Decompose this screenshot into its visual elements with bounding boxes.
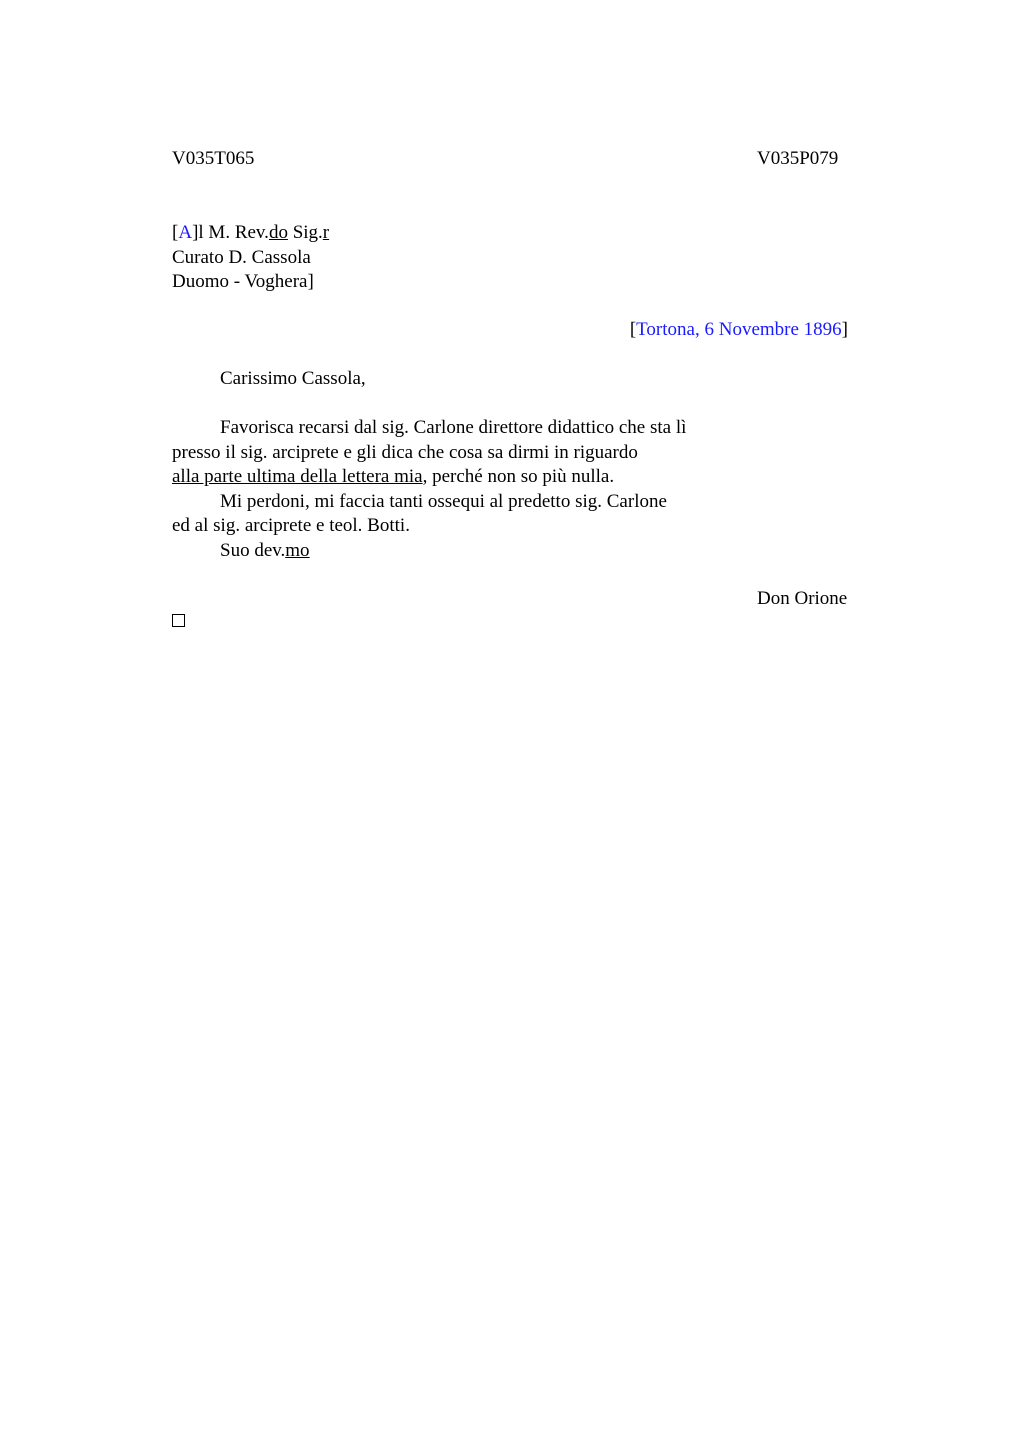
address-line-1-text: ]l M. Rev.: [192, 222, 269, 243]
address-abbrev-do: do: [268, 222, 288, 243]
document-code-left: V035T065: [172, 148, 255, 169]
address-abbrev-r: r: [322, 222, 330, 243]
underlined-phrase: alla parte ultima della lettera mia: [172, 466, 423, 487]
empty-box-icon: [172, 614, 185, 627]
closing-abbrev-mo: mo: [285, 539, 310, 561]
address-line-1-text-2: Sig.: [287, 222, 323, 243]
dateline: [630, 318, 848, 342]
address-block: [172, 221, 329, 295]
paragraph-1-line-3-rest: , perché non so più nulla.: [422, 466, 615, 487]
address-line-2: Curato D. Cassola: [172, 246, 311, 268]
address-bracket-open: [: [172, 222, 179, 243]
letter-body: [172, 416, 772, 563]
closing-prefix: Suo dev.: [220, 539, 286, 561]
signature: Don Orione: [757, 588, 848, 609]
closing-line: [172, 539, 772, 564]
address-initial: A: [178, 222, 193, 243]
paragraph-2-line-2: ed al sig. arciprete e teol. Botti.: [172, 515, 410, 536]
paragraph-1-line-1: Favorisca recarsi dal sig. Carlone direttore didattico che sta lì: [220, 417, 687, 438]
dateline-bracket-open: [: [629, 319, 637, 340]
dateline-bracket-close: ]: [841, 319, 848, 340]
salutation: Carissimo Cassola,: [220, 368, 366, 389]
address-line-3: Duomo - Voghera]: [172, 271, 314, 292]
paragraph-1-line-3: [172, 465, 772, 490]
paragraph-1-line-2: presso il sig. arciprete e gli dica che cosa sa dirmi in riguardo: [172, 441, 638, 463]
paragraph-2-line-1: Mi perdoni, mi faccia tanti ossequi al predetto sig. Carlone: [220, 490, 667, 512]
document-code-right: V035P079: [757, 148, 839, 169]
address-line-1: [172, 221, 329, 246]
dateline-text: Tortona, 6 Novembre 1896: [636, 319, 842, 340]
